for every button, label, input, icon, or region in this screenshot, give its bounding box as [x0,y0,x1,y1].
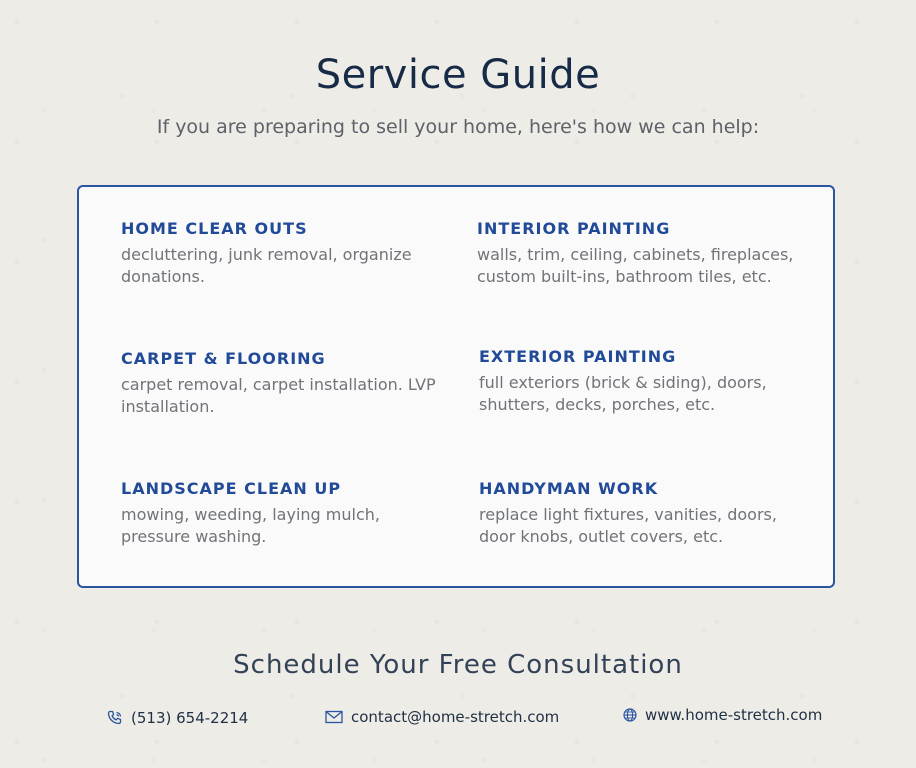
service-description: carpet removal, carpet installation. LVP installation. [121,375,436,416]
service-handyman-work [479,479,799,548]
service-interior-painting [477,219,797,288]
service-title: CARPET & FLOORING [121,349,326,368]
consultation-heading: Schedule Your Free Consultation [233,650,683,680]
website-url: www.home-stretch.com [645,706,823,724]
service-home-clear-outs [121,219,441,288]
email-link[interactable] [325,708,559,726]
phone-icon [107,710,123,726]
phone-link[interactable] [107,709,248,727]
service-description: full exteriors (brick & siding), doors, shutters, decks, porches, etc. [479,373,767,414]
service-landscape-clean-up [121,479,441,548]
page-title: Service Guide [315,52,601,98]
page-subtitle: If you are preparing to sell your home, here's how we can help: [156,116,760,138]
service-title: HANDYMAN WORK [479,479,659,498]
globe-icon [623,708,637,722]
service-description: walls, trim, ceiling, cabinets, fireplaces, custom built-ins, bathroom tiles, etc. [477,245,794,286]
service-description: decluttering, junk removal, organize donations. [121,245,412,286]
service-description: replace light fixtures, vanities, doors, door knobs, outlet covers, etc. [479,505,777,546]
service-title: HOME CLEAR OUTS [121,219,308,238]
email-address: contact@home-stretch.com [351,708,560,726]
envelope-icon [325,710,343,724]
service-carpet-flooring [121,349,441,418]
phone-number: (513) 654-2214 [131,709,249,727]
service-title: INTERIOR PAINTING [477,219,671,238]
service-title: LANDSCAPE CLEAN UP [121,479,342,498]
service-exterior-painting [479,347,799,416]
services-card [77,185,835,588]
service-description: mowing, weeding, laying mulch, pressure washing. [121,505,380,546]
service-title: EXTERIOR PAINTING [479,347,677,366]
website-link[interactable] [623,706,822,724]
